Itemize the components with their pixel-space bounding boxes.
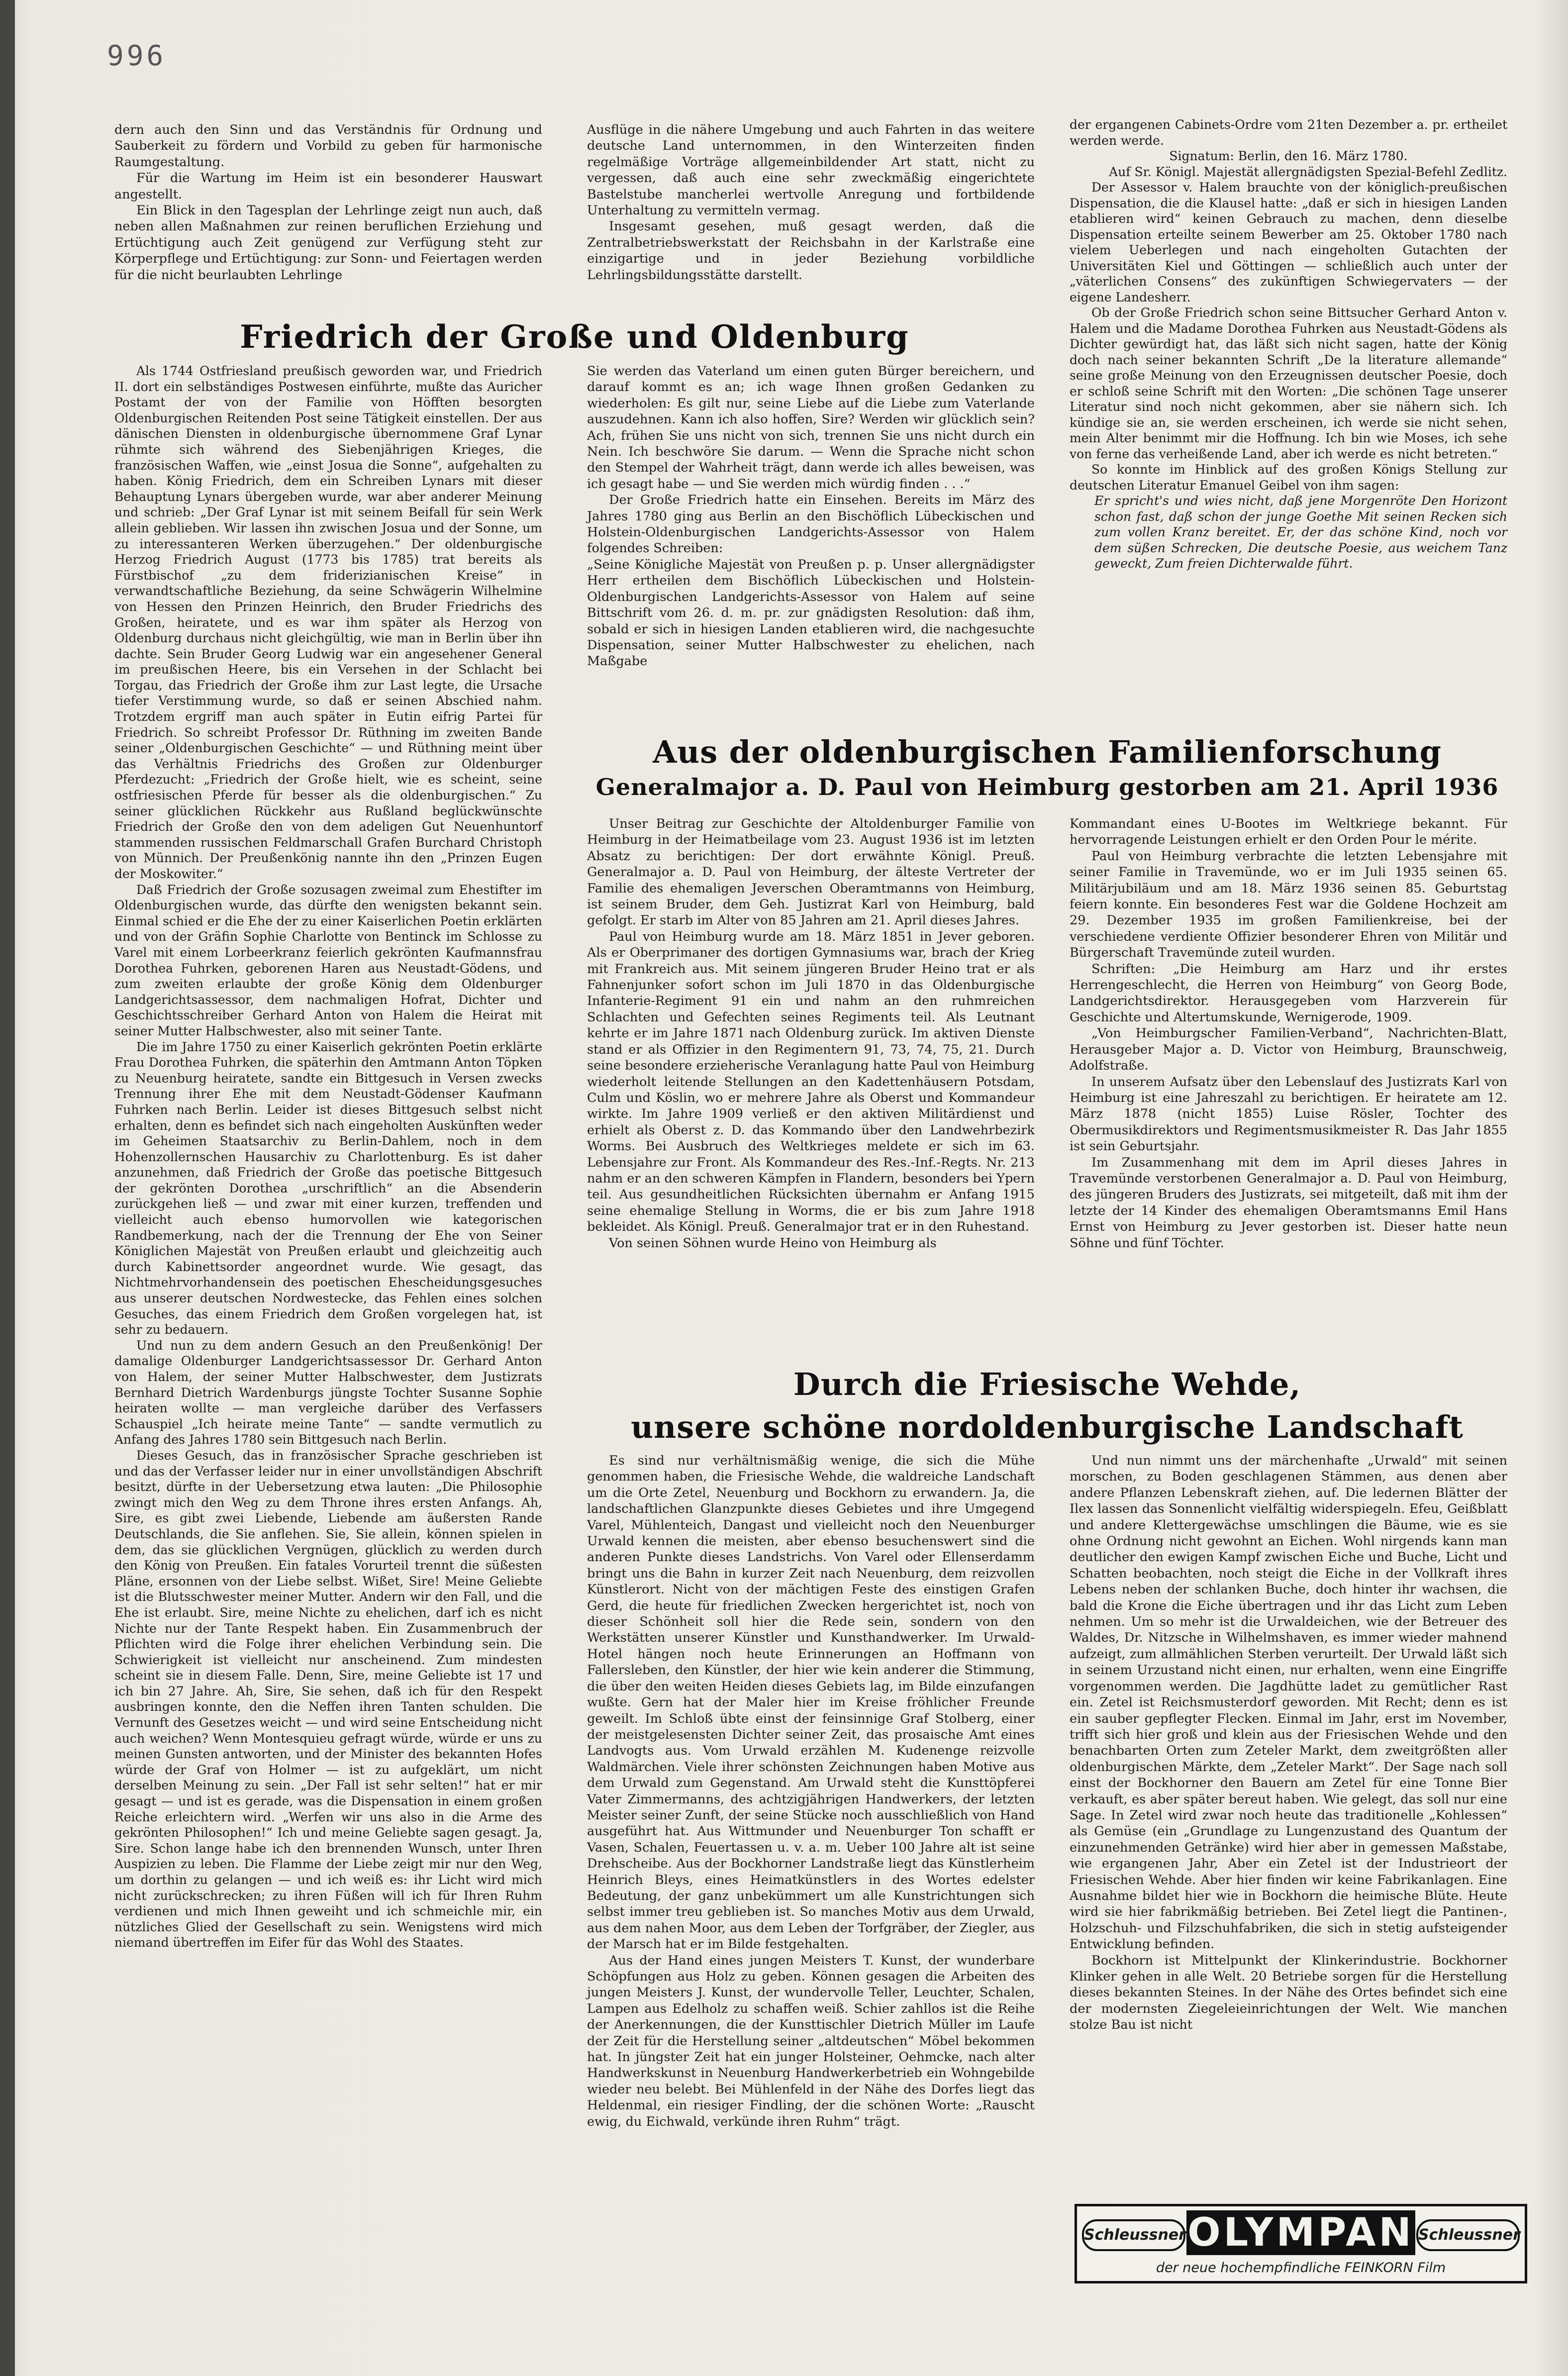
article2-column-1 — [587, 816, 1035, 1251]
schleussner-badge-left: Schleussner — [1082, 2219, 1185, 2251]
article2-headline: Aus der oldenburgischen Familienforschung — [653, 734, 1442, 770]
paragraph: Ausflüge in die nähere Umgebung und auch Fahrten in das weitere deutsche Land unternommen, in den Winterzeiten finden regelmäßige Vorträge allgemeinbildender Art statt, nicht zu vergessen, daß auch eine sehr zweckmäßig eingerichtete Bastelstube mancherlei wertvolle Anregung und fortbildende Unterhaltung zu vermitteln vermag. — [587, 122, 1035, 218]
article1-headline: Friedrich der Große und Oldenburg — [240, 318, 909, 356]
paragraph: Und nun nimmt uns der märchenhafte „Urwald“ mit seinen morschen, zu Boden geschlagenen Stämmen, aus denen aber andere Pflanzen Lebenskraft ziehen, auf. Die ledernen Blätter der Ilex lassen das Sonnenlicht vielfältig widerspiegeln. Efeu, Geißblatt und andere Klettergewächse umschlingen die Bäume, wie es sie ohne Ordnung nicht gewohnt an Eichen. Wohl nirgends kann man deutlicher den ewigen Kampf zwischen Eiche und Buche, Licht und Schatten beobachten, noch steigt die Eiche in der Vollkraft ihres Lebens neben der schlanken Buche, doch hinter ihr wachsen, die bald die Krone die Eiche übertragen und ihr das Licht zum Leben nehmen. Um so mehr ist die Urwaldeichen, wie der Betreuer des Waldes, Dr. Nitzsche in Wilhelmshaven, es immer wieder mahnend aufzeigt, zum allmählichen Sterben verurteilt. Der Urwald läßt sich in seinem Urzustand nicht einen, nur erhalten, wenn eine Eingriffe vorgenommen werden. Die Jagdhütte ladet zu gemütlicher Rast ein. Zetel ist Reichsmusterdorf geworden. Mit Recht; denn es ist ein sauber gepflegter Flecken. Einmal im Jahr, erst im November, trifft sich hier groß und klein aus der Friesischen Wehde und den benachbarten Orten zum Zeteler Markt, dem zweitgrößten aller oldenburgischen Märkte, dem „Zeteler Markt“. Der Sage nach soll einst der Bockhorner den Bauern am Zetel für eine Tonne Bier verkauft, es aber später bereut haben. Wie gelegt, das soll nur eine Sage. In Zetel wird zwar noch heute das traditionelle „Kohlessen“ als Gemüse (ein „Grundlage zu Lungenzustand des Quantum der einzunehmenden Getränke) wird hier aber in gemessen Maßstabe, wie ergangenen Jahr, Aber ein Zetel ist der Industrieort der Friesischen Wehde. Aber hier finden wir keine Fabrikanlagen. Eine Ausnahme bildet hier wie in Bockhorn die heimische Blüte. Heute wird sie hier fabrikmäßig betrieben. Bei Zetel liegt die Pantinen-, Holzschuh- und Filzschuhfabriken, die sich in stetig aufsteigender Entwicklung befinden. — [1070, 1453, 1507, 1952]
article1-column-2 — [587, 363, 1035, 670]
paragraph: Für die Wartung im Heim ist ein besonderer Hauswart angestellt. — [114, 171, 542, 202]
paragraph: Und nun zu dem andern Gesuch an den Preußenkönig! Der damalige Oldenburger Landgerichtsassessor Dr. Gerhard Anton von Halem, der seiner Mutter Halbschwester, dem Justizrats Bernhard Dietrich Wardenburgs jüngste Tochter Susanne Sophie heiraten wollte — man vergleiche darüber des Verfassers Schauspiel „Ich heirate meine Tante“ — sandte vermutlich zu Anfang des Jahres 1780 sein Bittgesuch nach Berlin. — [114, 1338, 542, 1447]
paragraph: dern auch den Sinn und das Verständnis für Ordnung und Sauberkeit zu fördern und Vorbild zu geben für harmonische Raumgestaltung. — [114, 122, 542, 170]
paragraph: Sie werden das Vaterland um einen guten Bürger bereichern, und darauf kommt es an; ich wage Ihnen großen Gedanken zu wiederholen: Es gilt nur, seine Liebe auf die Liebe zum Vaterlande auszudehnen. Kann ich also hoffen, Sire? Werden wir glücklich sein? Ach, frühen Sie uns nicht von sich, trennen Sie uns nicht durch ein Nein. Ich beschwöre Sie darum. — Wenn die Sprache nicht schon den Stempel der Wahrheit trägt, dann werde ich alles beweisen, was ich gesagt habe — und Sie werden mich würdig finden . . .“ — [587, 364, 1035, 492]
paragraph: Schriften: „Die Heimburg am Harz und ihr erstes Herrengeschlecht, die Herren von Heimburg“ von Georg Bode, Landgerichtsdirektor. Herausgegeben vom Harzverein für Geschichte und Altertumskunde, Wernigerode, 1909. — [1070, 961, 1507, 1025]
top-column-3 — [1070, 117, 1507, 572]
paragraph: Der Assessor v. Halem brauchte von der königlich-preußischen Dispensation, die die Klausel hatte: „daß er sich in hiesigen Landen etablieren wird“ keinen Gebrauch zu machen, denn dieselbe Dispensation erteilte seinem Bewerber am 25. Oktober 1780 nach vielem Ueberlegen und nach eingeholten Gutachten der Universitäten Kiel und Göttingen — schließlich auch unter der „väterlichen Consens“ des zukünftigen Schwiegervaters — der eigene Landesherr. — [1070, 180, 1507, 304]
article1-column-1 — [114, 363, 542, 1951]
paragraph: Dieses Gesuch, das in französischer Sprache geschrieben ist und das der Verfasser leider nur in einer unvollständigen Abschrift besitzt, dürfte in der Uebersetzung etwa lauten: „Die Philosophie zwingt mich den Weg zu dem Throne ihres ersten Anfangs. Ah, Sire, es gibt zwei Liebende, Liebende am äußersten Rande Deutschlands, die Sie anflehen. Sie, Sie allein, können spielen in dem, das sie glücklichen Vergnügen, glücklich zu werden durch den König von Preußen. Ein fatales Vorurteil trennt die süßesten Pläne, ersonnen von der Liebe selbst. Wißet, Sire! Meine Geliebte ist die Blutsschwester meiner Mutter. Andern wir den Fall, und die Ehe ist erlaubt. Sire, meine Nichte zu ehelichen, darf ich es nicht Nichte nur der Tante Respekt haben. Ein Zusammenbruch der Pflichten wird die Folge ihrer ehelichen Verbindung sein. Die Schwierigkeit ist vielleicht nur anscheinend. Zum mindesten scheint sie in diesem Falle. Denn, Sire, meine Geliebte ist 17 und ich bin 27 Jahre. Ah, Sire, Sie sehen, daß ich für den Respekt ausbringen konnte, den die Neffen ihren Tanten schulden. Die Vernunft des Gesetzes weicht — und wird seine Entscheidung nicht auch weichen? Wenn Montesquieu gefragt würde, würde er uns zu meinen Gunsten antworten, und der Minister des bekannten Hofes würde der Graf von Holmer — ist zu aufgeklärt, um nicht derselben Meinung zu sein. „Der Fall ist sehr selten!“ hat er mir gesagt — und ist es gerade, was die Dispensation in einem großen Reiche erleichtern wird. „Werfen wir uns also in die Arme des gekrönten Philosophen!“ Ich und meine Geliebte sagen gesagt. Ja, Sire. Schon lange habe ich den brennenden Wunsch, unter Ihren Auspizien zu leben. Die Flamme der Liebe zeigt mir nur den Weg, um dorthin zu gelangen — und ich weiß es: ihr Licht wird mich nicht zurückschrecken; zu ihren Füßen will ich für Ihren Ruhm verdienen und mich Ihnen geweiht und ich schmeichle mir, ein nützliches Glied der Gesellschaft zu sein. Wenigstens wird mich niemand übertreffen im Eifer für das Wohl des Staates. — [114, 1448, 542, 1950]
paragraph: Im Zusammenhang mit dem im April dieses Jahres in Travemünde verstorbenen Generalmajor a. D. Paul von Heimburg, des jüngeren Bruders des Justizrats, sei mitgeteilt, daß mit ihm der letzte der 14 Kinder des ehemaligen Oberamtsmanns Emil Hans Ernst von Heimburg zu Jever gestorben ist. Dieser hatte neun Söhne und fünf Töchter. — [1070, 1155, 1507, 1251]
paragraph: Aus der Hand eines jungen Meisters T. Kunst, der wunderbare Schöpfungen aus Holz zu geben. Können gesagen die Arbeiten des jungen Meisters J. Kunst, der wundervolle Teller, Leuchter, Schalen, Lampen aus Edelholz zu schaffen weiß. Schier zahllos ist die Reihe der Anerkennungen, die der Kunsttischler Dietrich Müller im Laufe der Zeit für die Herstellung seiner „altdeutschen“ Möbel bekommen hat. In jüngster Zeit hat ein junger Holsteiner, Oehmcke, nach alter Handwerkskunst in Neuenburg Handwerkerbetrieb ein Wohngebilde wieder neu belebt. Bei Mühlenfeld in der Nähe des Dorfes liegt das Heldenmal, ein riesiger Findling, der die schönen Worte: „Rauscht ewig, du Eichwald, verkünde ihren Ruhm“ trägt. — [587, 1953, 1035, 2129]
schleussner-badge-right: Schleussner — [1416, 2219, 1520, 2251]
paragraph: Bockhorn ist Mittelpunkt der Klinkerindustrie. Bockhorner Klinker gehen in alle Welt. 20 Betriebe sorgen für die Herstellung dieses bekannten Steines. In der Nähe des Ortes befindet sich eine der modernsten Ziegeleieinrichtungen der Welt. Wie manchen stolze Bau ist nicht — [1070, 1953, 1507, 2033]
page-number: 996 — [107, 40, 167, 72]
paragraph: Unser Beitrag zur Geschichte der Altoldenburger Familie von Heimburg in der Heimatbeilage vom 23. August 1936 ist im letzten Absatz zu berichtigen: Der dort erwähnte Königl. Preuß. Generalmajor a. D. Paul von Heimburg, der älteste Vertreter der Familie des ehemaligen Jeverschen Oberamtmanns von Heimburg, ist seinem Bruder, dem Geh. Justizrat Karl von Heimburg, bald gefolgt. Er starb im Alter von 85 Jahren am 21. April dieses Jahres. — [587, 816, 1035, 928]
article3-headline-line1: Durch die Friesische Wehde, — [793, 1366, 1301, 1402]
article3-column-1 — [587, 1453, 1035, 2130]
paragraph: der ergangenen Cabinets-Ordre vom 21ten Dezember a. pr. ertheilet werden werde. — [1070, 117, 1507, 148]
article3-headline-line2: unsere schöne nordoldenburgische Landschaft — [631, 1409, 1464, 1445]
paragraph: Insgesamt gesehen, muß gesagt werden, daß die Zentralbetriebswerkstatt der Reichsbahn in der Karlstraße eine einzigartige und in jeder Beziehung vorbildliche Lehrlingsbildungsstätte darstellt. — [587, 219, 1035, 283]
article3-column-2 — [1070, 1453, 1507, 2033]
paragraph: Paul von Heimburg verbrachte die letzten Lebensjahre mit seiner Familie in Travemünde, wo er im Juli 1935 seinen 65. Militärjubiläum und am 18. März 1936 seinen 85. Geburtstag feiern konnte. Ein besonderes Fest war die Goldene Hochzeit am 29. Dezember 1935 im großen Familienkreise, bei der verschiedene verdiente Offizier besonderer Ehren von Militär und Bürgerschaft Travemünde zuteil wurden. — [1070, 848, 1507, 961]
olympan-film-ad — [1075, 2204, 1527, 2283]
paragraph: Daß Friedrich der Große sozusagen zweimal zum Ehestifter im Oldenburgischen wurde, das dürfte den wenigsten bekannt sein. Einmal schied er die Ehe der zu einer Kaiserlichen Poetin erklärten und von der Gräfin Sophie Charlotte von Bentinck im Schlosse zu Varel mit einem Lorbeerkranz feierlich gekrönten Kaufmannsfrau Dorothea Fuhrken, geborenen Haren aus Neustadt-Gödens, und zum zweiten erlaubte der große König dem Oldenburger Landgerichtsassessor, dem nachmaligen Hofrat, Dichter und Geschichtsschreiber Gerhard Anton von Halem die Heirat mit seiner Mutter Halbschwester, also mit seiner Tante. — [114, 882, 542, 1038]
paragraph: „Seine Königliche Majestät von Preußen p. p. Unser allergnädigster Herr ertheilen dem Bischöflich Lübeckischen und Holstein-Oldenburgischen Landgerichts-Assessor von Halem auf seine Bittschrift vom 26. d. m. pr. zur gnädigsten Resolution: daß ihm, sobald er sich in hiesigen Landen etablieren wird, die nachgesuchte Dispensation, seiner Mutter Halbschwester zu ehelichen, nach Maßgabe — [587, 557, 1035, 669]
paragraph: In unserem Aufsatz über den Lebenslauf des Justizrats Karl von Heimburg ist eine Jahreszahl zu berichtigen. Er heiratete am 12. März 1878 (nicht 1855) Luise Rösler, Tochter des Obermusikdirektors und Regimentsmusikmeister R. Das Jahr 1855 ist sein Geburtsjahr. — [1070, 1074, 1507, 1154]
paragraph: Auf Sr. Königl. Majestät allergnädigsten Spezial-Befehl Zedlitz. — [1109, 164, 1507, 179]
ad-tagline: der neue hochempfindliche FEINKORN Film — [1156, 2260, 1446, 2276]
paragraph: Er spricht's und wies nicht, daß jene Morgenröte Den Horizont schon fast, daß schon der junge Goethe Mit seinen Recken sich zum vollen Kranz bereitet. Er, der das schöne Kind, noch vor dem süßen Schrecken, Die deutsche Poesie, aus weichem Tanz geweckt, Zum freien Dichterwalde führt. — [1094, 494, 1507, 571]
paragraph: Der Große Friedrich hatte ein Einsehen. Bereits im März des Jahres 1780 ging aus Berlin an den Bischöflich Lübeckischen und Holstein-Oldenburgischen Landgerichts-Assessor von Halem folgendes Schreiben: — [587, 493, 1035, 556]
top-column-1 — [114, 122, 542, 283]
paragraph: So konnte im Hinblick auf des großen Königs Stellung zur deutschen Literatur Emanuel Geibel von ihm sagen: — [1070, 462, 1507, 493]
scan-edge — [0, 0, 15, 2376]
paragraph: Ein Blick in den Tagesplan der Lehrlinge zeigt nun auch, daß neben allen Maßnahmen zur reinen beruflichen Erziehung und Ertüchtigung auch Zeit genügend zur Verfügung steht zur Körperpflege und Ertüchtigung: zur Sonn- und Feiertagen werden für die nicht beurlaubten Lehrlinge — [114, 203, 542, 283]
olympan-brand: OLYMPAN — [1186, 2210, 1415, 2255]
top-column-2 — [587, 122, 1035, 283]
paragraph: Von seinen Söhnen wurde Heino von Heimburg als — [609, 1235, 937, 1251]
paragraph: „Von Heimburgscher Familien-Verband“, Nachrichten-Blatt, Herausgeber Major a. D. Victor von Heimburg, Braunschweig, Adolfstraße. — [1070, 1026, 1507, 1074]
paragraph: Ob der Große Friedrich schon seine Bittsucher Gerhard Anton v. Halem und die Madame Dorothea Fuhrken aus Neustadt-Gödens als Dichter gewürdigt hat, das läßt sich nicht sagen, hatte der König doch nach seiner bekannten Schrift „De la literature allemande“ seine große Meinung von den Erzeugnissen deutscher Poesie, doch er schloß seine Schrift mit den Worten: „Die schönen Tage unserer Literatur sind noch nicht gekommen, aber sie nähern sich. Ich kündige sie an, sie werden erscheinen, ich werde sie nicht sehen, mein Alter benimmt mir die Hoffnung. Ich bin wie Moses, ich sehe von ferne das verheißende Land, aber ich werde es nicht betreten.“ — [1070, 305, 1507, 461]
paragraph: Kommandant eines U-Bootes im Weltkriege bekannt. Für hervorragende Leistungen erhielt er den Orden Pour le mérite. — [1070, 816, 1507, 848]
paragraph: Als 1744 Ostfriesland preußisch geworden war, und Friedrich II. dort ein selbständiges Postwesen einführte, mußte das Auricher Postamt der von der Familie von Höfften besorgten Oldenburgischen Reitenden Post seine Tätigkeit einstellen. Der aus dänischen Diensten in oldenburgische übernommene Graf Lynar rühmte sich während des Siebenjährigen Krieges, die französischen Waffen, wie „einst Josua die Sonne“, aufgehalten zu haben. König Friedrich, dem ein Schreiben Lynars mit dieser Behauptung Lynars übergeben wurde, war aber anderer Meinung und schrieb: „Der Graf Lynar ist mit seinem Beifall für sein Werk allein geblieben. Wir lassen ihn zwischen Josua und der Sonne, um zu interessanteren Werken überzugehen.“ Der oldenburgische Herzog Friedrich August (1773 bis 1785) trat bereits als Fürstbischof „zu dem friderizianischen Kreise“ in verwandtschaftliche Beziehung, da seine Schwägerin Wilhelmine von Hessen den Prinzen Heinrich, den Bruder Friedrichs des Großen, heiratete, und es war ihm später als Herzog von Oldenburg durchaus nicht gleichgültig, wie man in Berlin über ihn dachte. Sein Bruder Georg Ludwig war ein angesehener General im preußischen Heere, bis ein Versehen in der Schlacht bei Torgau, das Friedrich der Große ihm zur Last legte, die Ursache tiefer Verstimmung wurde, so daß er seinen Abschied nahm. Trotzdem ergriff man auch später in Eutin eifrig Partei für Friedrich. So schreibt Professor Dr. Rüthning im zweiten Bande seiner „Oldenburgischen Geschichte“ — und Rüthning meint über das Verhältnis Friedrichs des Großen zur Oldenburger Pferdezucht: „Friedrich der Große hielt, wie es scheint, seine ostfriesischen Pferde für besser als die oldenburgischen.“ Zu seiner glücklichen Rückkehr aus Rußland beglückwünschte Friedrich der Große den von dem adeligen Gut Neuenhuntorf stammenden russischen Feldmarschall Grafen Burchard Christoph von Münnich. Der Preußenkönig nannte ihn den „Prinzen Eugen der Moskowiter.“ — [114, 364, 542, 881]
article2-subheadline: Generalmajor a. D. Paul von Heimburg gestorben am 21. April 1936 — [595, 774, 1499, 800]
article3-headline — [587, 1363, 1507, 1449]
paragraph: Paul von Heimburg wurde am 18. März 1851 in Jever geboren. Als er Oberprimaner des dortigen Gymnasiums war, brach der Krieg mit Frankreich aus. Mit seinem jüngeren Bruder Heino trat er als Fahnenjunker sofort schon im Juli 1870 in das Oldenburgische Infanterie-Regiment 91 ein und nahm an den ruhmreichen Schlachten und Gefechten seines Regiments teil. Als Leutnant kehrte er im Jahre 1871 nach Oldenburg zurück. Im aktiven Dienste stand er als Offizier in den Regimentern 91, 73, 74, 75, 21. Durch seine besondere erzieherische Veranlagung hatte Paul von Heimburg wiederholt leitende Stellungen an den Kadettenhäusern Potsdam, Culm und Köslin, wo er mehrere Jahre als Oberst und Kommandeur wirkte. Im Jahre 1909 verließ er den aktiven Militärdienst und erhielt als Oberst z. D. das Kommando über den Landwehrbezirk Worms. Bei Ausbruch des Weltkrieges meldete er sich im 63. Lebensjahre zur Front. Als Kommandeur des Res.-Inf.-Regts. Nr. 213 nahm er an den schweren Kämpfen in Flandern, besonders bei Ypern teil. Aus gesundheitlichen Rücksichten übernahm er Anfang 1915 seine ehemalige Stellung in Worms, die er bis zum Jahre 1918 bekleidet. Als Königl. Preuß. Generalmajor trat er in den Ruhestand. — [587, 929, 1035, 1235]
paragraph: Es sind nur verhältnismäßig wenige, die sich die Mühe genommen haben, die Friesische Wehde, die waldreiche Landschaft um die Orte Zetel, Neuenburg und Bockhorn zu erwandern. Ja, die landschaftlichen Glanzpunkte dieses Gebietes und ihre Umgegend Varel, Mühlenteich, Dangast und vielleicht noch den Neuenburger Urwald kennen die meisten, aber ebenso besuchenswert sind die anderen Punkte dieses Landstrichs. Von Varel oder Ellenserdamm bringt uns die Bahn in kurzer Zeit nach Neuenburg, dem reizvollen Künstlerort. Nicht von der mächtigen Feste des einstigen Grafen Gerd, die heute für friedlichen Zwecken hergerichtet ist, noch von dieser Schönheit soll hier die Rede sein, sondern von den Werkstätten unserer Künstler und Kunsthandwerker. Im Urwald-Hotel hängen noch heute Erinnerungen an Hoffmann von Fallersleben, den Künstler, der hier wie kein anderer die Stimmung, die über den weiten Heiden dieses Gebiets lag, im Bilde einzufangen wußte. Gern hat der Maler hier im Kreise fröhlicher Freunde geweilt. Im Schloß übte einst der feinsinnige Graf Stolberg, einer der meistgelesensten Dichter seiner Zeit, das prosaische Amt eines Landvogts aus. Vom Urwald erzählen M. Kudenenge reizvolle Waldmärchen. Viele ihrer schönsten Zeichnungen haben Motive aus dem Urwald zum Gegenstand. Am Urwald steht die Kunsttöpferei Vater Zimmermanns, des achtzigjährigen Handwerkers, der letzten Meister seiner Zunft, der seine Stücke noch ausschließlich von Hand ausgeführt hat. Aus Wittmunder und Neuenburger Ton schafft er Vasen, Schalen, Feuertassen u. v. a. m. Ueber 100 Jahre alt ist seine Drehscheibe. Aus der Bockhorner Landstraße liegt das Künstlerheim Heinrich Bleys, eines Heimatkünstlers in des Wortes edelster Bedeutung, der ganz unbekümmert um alle Kunstrichtungen sich selbst immer treu geblieben ist. So manches Motiv aus dem Urwald, aus dem nahen Moor, aus dem Leben der Torfgräber, der Ziegler, aus der Marsch hat er im Bilde festgehalten. — [587, 1453, 1035, 1952]
article2-column-2 — [1070, 816, 1507, 1251]
paragraph: Signatum: Berlin, den 16. März 1780. — [1169, 149, 1408, 163]
paragraph: Die im Jahre 1750 zu einer Kaiserlich gekrönten Poetin erklärte Frau Dorothea Fuhrken, die späterhin den Amtmann Anton Töpken zu Neuenburg heiratete, sandte ein Bittgesuch in Versen zwecks Trennung ihrer Ehe mit dem Neustadt-Gödenser Kaufmann Fuhrken nach Berlin. Leider ist dieses Bittgesuch selbst nicht erhalten, denn es befindet sich nach eingeholten Auskünften weder im Geheimen Staatsarchiv zu Berlin-Dahlem, noch in dem Hohenzollernschen Hausarchiv zu Charlottenburg. Es ist daher anzunehmen, daß Friedrich der Große das poetische Bittgesuch der gekrönten Dorothea „urschriftlich“ an die Absenderin zurückgehen ließ — und zwar mit einer kurzen, treffenden und vielleicht auch ebenso humorvollen wie kategorischen Randbemerkung, nach der die Trennung der Ehe von Seiner Königlichen Majestät von Preußen erlaubt und gleichzeitig auch durch Kabinettsorder angeordnet wurde. Wie gesagt, das Nichtmehrvorhandensein des poetischen Ehescheidungsgesuches aus unserer deutschen Nordwestecke, das Fehlen eines solchen Gesuches, das einem Friedrich dem Großen vorgelegen hat, ist sehr zu bedauern. — [114, 1039, 542, 1337]
